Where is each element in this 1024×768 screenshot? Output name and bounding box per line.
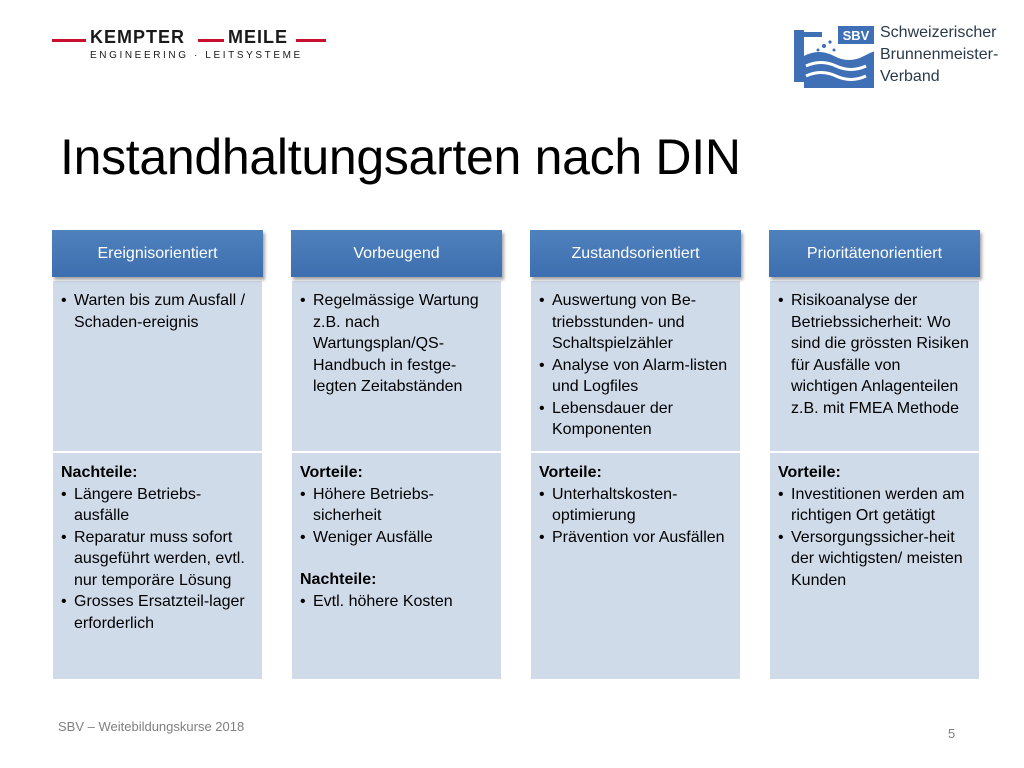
section-heading: Vorteile: [778, 464, 841, 481]
sbv-name-line2: Brunnenmeister- [880, 46, 999, 63]
slide-title: Instandhaltungsarten nach DIN [60, 129, 741, 185]
column-0 [52, 230, 263, 680]
logo-red-line-left [52, 39, 86, 42]
column-pros-cons-box [769, 452, 980, 680]
footer-text: SBV – Weitebildungskurse 2018 [58, 719, 245, 734]
column-header: Ereignisorientiert [52, 230, 263, 277]
sbv-badge-text: SBV [842, 28, 870, 43]
section-item: • Weniger Ausfälle [300, 527, 493, 549]
kempter-meile-logo [52, 26, 332, 66]
description-item: • Auswertung von Be-triebsstunden- und Schaltspielzähler [539, 290, 732, 355]
section-item: • Grosses Ersatzteil-lager erforderlich [61, 591, 254, 634]
section-heading: Vorteile: [539, 464, 602, 481]
column-header: Vorbeugend [291, 230, 502, 277]
column-pros-cons-box [530, 452, 741, 680]
column-description-box [291, 280, 502, 452]
page-number: 5 [948, 726, 956, 741]
logo-subtitle: ENGINEERING · LEITSYSTEME [90, 50, 303, 61]
section-item: • Höhere Betriebs-sicherheit [300, 484, 493, 527]
section-heading: Nachteile: [300, 571, 377, 588]
description-item: • Regelmässige Wartung z.B. nach Wartungsplan/QS-Handbuch in festge-legten Zeitabständen [300, 290, 493, 398]
description-item: • Risikoanalyse der Betriebssicherheit: Wo sind die grössten Risiken für Ausfälle von wichtigen Anlagenteilen z.B. mit FMEA Methode [778, 290, 971, 419]
column-description-box [769, 280, 980, 452]
column-description-box [52, 280, 263, 452]
sbv-fountain-wave-icon [794, 26, 874, 88]
section-item: • Reparatur muss sofort ausgeführt werden, evtl. nur temporäre Lösung [61, 527, 254, 592]
section-item: • Prävention vor Ausfällen [539, 527, 732, 549]
description-item: • Analyse von Alarm-listen und Logfiles [539, 355, 732, 398]
section-item: • Unterhaltskosten-optimierung [539, 484, 732, 527]
column-2 [530, 230, 741, 680]
column-pros-cons-box [52, 452, 263, 680]
section-spacer [300, 548, 493, 569]
sbv-name-line1: Schweizerischer [880, 24, 997, 41]
section-heading: Vorteile: [300, 464, 363, 481]
section-item: • Investitionen werden am richtigen Ort getätigt [778, 484, 971, 527]
description-item: • Lebensdauer der Komponenten [539, 398, 732, 441]
column-description-box [530, 280, 741, 452]
column-pros-cons-box [291, 452, 502, 680]
section-heading: Nachteile: [61, 464, 138, 481]
logo-red-line-middle [198, 39, 224, 42]
column-header: Zustandsorientiert [530, 230, 741, 277]
column-1 [291, 230, 502, 680]
description-item: • Warten bis zum Ausfall / Schaden-ereignis [61, 290, 254, 333]
sbv-name-line3: Verband [880, 68, 940, 85]
sbv-logo [794, 22, 1014, 102]
logo-red-line-right [296, 39, 326, 42]
logo-word-kempter: KEMPTER [90, 27, 186, 47]
sbv-name [880, 22, 998, 88]
section-item: • Evtl. höhere Kosten [300, 591, 493, 613]
column-3 [769, 230, 980, 680]
section-item: • Längere Betriebs-ausfälle [61, 484, 254, 527]
section-item: • Versorgungssicher-heit der wichtigsten/ meisten Kunden [778, 527, 971, 592]
column-header: Prioritätenorientiert [769, 230, 980, 277]
logo-word-meile: MEILE [228, 27, 289, 47]
